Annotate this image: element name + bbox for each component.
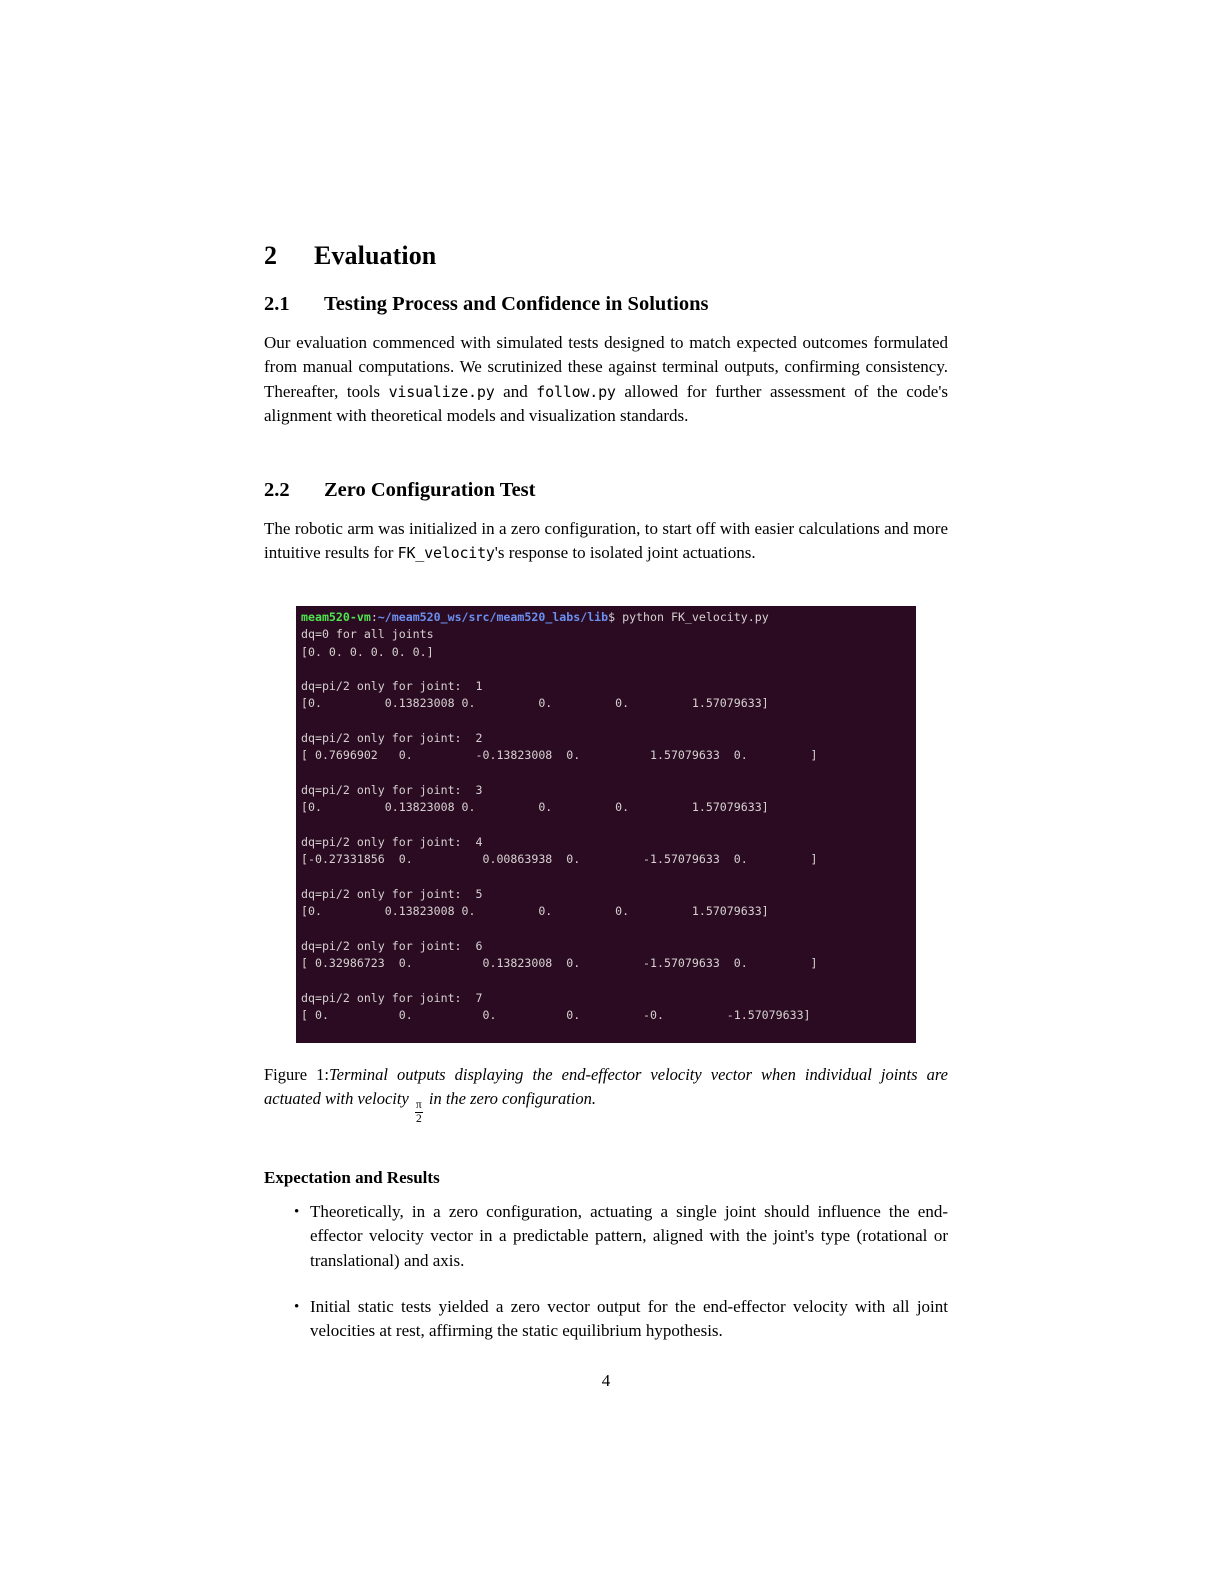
paragraph-zero-configuration [264, 517, 948, 566]
terminal-output-line: dq=pi/2 only for joint: 3 [301, 782, 483, 797]
paragraph-testing-process [264, 331, 948, 428]
inline-code-fk-velocity: FK_velocity [397, 544, 495, 563]
terminal-output-line: dq=pi/2 only for joint: 4 [301, 834, 483, 849]
terminal-output-line: [0. 0.13823008 0. 0. 0. 1.57079633] [301, 800, 769, 815]
inline-code-follow-py: follow.py [536, 382, 616, 401]
paragraph-text-part1: Our evaluation commenced with simulated tests designed to match expected outcomes formulated from manual computations. We scrutinized these against terminal outputs, confirming consistency. Thereafter, tools [264, 333, 948, 401]
terminal-blank-line [301, 661, 916, 678]
section-title: Evaluation [314, 241, 437, 270]
terminal-output-line: [-0.27331856 0. 0.00863938 0. -1.57079633 0. ] [301, 852, 818, 867]
list-item-text: Initial static tests yielded a zero vector output for the end-effector velocity with all joint velocities at rest, affirming the static equilibrium hypothesis. [310, 1296, 948, 1341]
terminal-prompt-path: ~/meam520_ws/src/meam520_labs/lib [377, 610, 609, 624]
list-item [264, 1200, 948, 1273]
terminal-window [296, 606, 916, 1043]
figure-caption-text-part2: in the zero configuration. [424, 1088, 596, 1108]
terminal-output-line: [0. 0.13823008 0. 0. 0. 1.57079633] [301, 904, 769, 919]
terminal-blank-line [301, 817, 916, 834]
terminal-output-line: dq=pi/2 only for joint: 2 [301, 731, 483, 746]
expectation-results-list [264, 1200, 948, 1343]
bullet-icon: • [294, 1204, 300, 1220]
caption-fraction-pi-over-2 [415, 1100, 423, 1126]
terminal-output-line: dq=0 for all joints [301, 627, 434, 642]
terminal-output-line: [0. 0. 0. 0. 0. 0.] [301, 644, 434, 659]
list-item-text: Theoretically, in a zero configuration, actuating a single joint should influence the end-effector velocity vector in a predictable pattern, aligned with the joint's type (rotational or translational) and axis. [310, 1202, 948, 1270]
paragraph-text-part2: and [494, 381, 537, 401]
subsection-title: Zero Configuration Test [324, 479, 536, 501]
terminal-blank-line [301, 920, 916, 937]
terminal-output-line: [0. 0.13823008 0. 0. 0. 1.57079633] [301, 696, 769, 711]
figure-caption-label: Figure 1: [264, 1065, 329, 1084]
terminal-output-line: dq=pi/2 only for joint: 1 [301, 679, 483, 694]
paragraph-text-part1: The robotic arm was initialized in a zero configuration, to start off with easier calculations and more intuitive results for [264, 519, 948, 563]
section-heading-evaluation [264, 241, 948, 271]
terminal-output-line: dq=pi/2 only for joint: 6 [301, 938, 483, 953]
bullet-icon: • [294, 1298, 300, 1315]
terminal-content [296, 606, 916, 1024]
figure-caption [264, 1063, 948, 1126]
terminal-blank-line [301, 868, 916, 885]
document-page [264, 0, 948, 1584]
terminal-output-line: [ 0.32986723 0. 0.13823008 0. -1.57079633 0. ] [301, 955, 818, 970]
terminal-wrapper [264, 606, 948, 1043]
terminal-output-line: [ 0. 0. 0. 0. -0. -1.57079633] [301, 1007, 811, 1022]
list-item [264, 1295, 948, 1344]
terminal-output-line: [ 0.7696902 0. -0.13823008 0. 1.57079633 0. ] [301, 748, 818, 763]
figure-terminal-screenshot [264, 606, 948, 1043]
subsection-title: Testing Process and Confidence in Solutions [324, 293, 709, 315]
section-number: 2 [264, 241, 278, 270]
expectation-results-heading-wrapper [264, 1168, 948, 1188]
page-number: 4 [601, 1371, 611, 1390]
paragraph-text-part2: 's response to isolated joint actuations. [494, 543, 756, 563]
inline-code-visualize-py: visualize.py [388, 382, 495, 401]
terminal-blank-line [301, 713, 916, 730]
terminal-blank-line [301, 765, 916, 782]
terminal-output-lines [301, 626, 916, 1024]
subsection-heading-zero-configuration-test [264, 479, 948, 502]
terminal-prompt-host: meam520-vm [301, 610, 371, 624]
subsection-number: 2.2 [264, 479, 290, 501]
fraction-denominator: 2 [415, 1113, 422, 1126]
terminal-prompt-line [301, 609, 916, 626]
subsection-number: 2.1 [264, 293, 290, 315]
terminal-prompt-colon: : [370, 610, 378, 624]
expectation-results-heading: Expectation and Results [264, 1168, 440, 1187]
terminal-output-line: dq=pi/2 only for joint: 7 [301, 990, 483, 1005]
figure-caption-text-part1: Terminal outputs displaying the end-effector velocity vector when individual joints are actuated with velocity [264, 1065, 948, 1108]
terminal-blank-line [301, 972, 916, 989]
subsection-heading-testing-process [264, 293, 948, 316]
paragraph-text-part3: allowed for further assessment of the code's alignment with theoretical models and visualization standards. [264, 381, 948, 425]
fraction-numerator: π [415, 1098, 422, 1111]
terminal-prompt-command: $ python FK_velocity.py [608, 610, 769, 624]
terminal-output-line: dq=pi/2 only for joint: 5 [301, 886, 483, 901]
expectation-results-list-wrapper [264, 1200, 948, 1343]
